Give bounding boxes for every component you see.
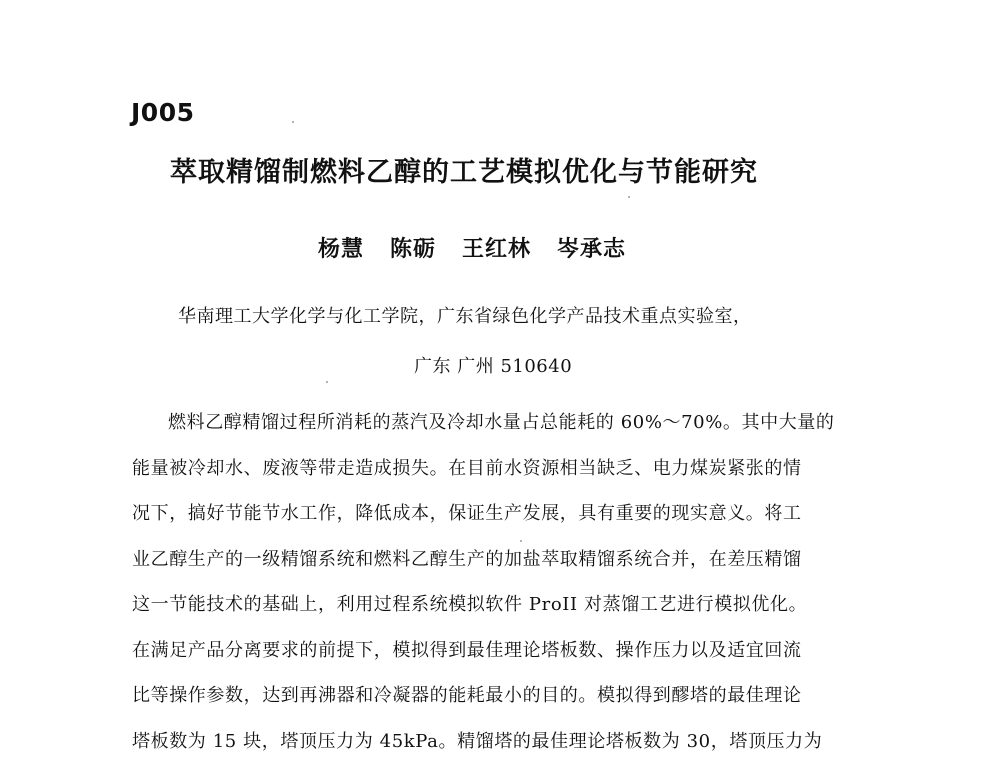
affiliation: 华南理工大学化学与化工学院，广东省绿色化学产品技术重点实验室， bbox=[178, 302, 752, 328]
abstract-line: 能量被冷却水、废液等带走造成损失。在目前水资源相当缺乏、电力煤炭紧张的情 bbox=[132, 451, 862, 497]
scan-artifact bbox=[628, 196, 630, 198]
author-name: 陈砺 bbox=[390, 232, 436, 263]
scan-artifact bbox=[520, 540, 522, 542]
abstract-line: 燃料乙醇精馏过程所消耗的蒸汽及冷却水量占总能耗的 60%～70%。其中大量的 bbox=[132, 405, 862, 451]
scan-artifact bbox=[326, 381, 328, 383]
abstract-line: 比等操作参数，达到再沸器和冷凝器的能耗最小的目的。模拟得到醪塔的最佳理论 bbox=[132, 678, 862, 724]
paper-title: 萃取精馏制燃料乙醇的工艺模拟优化与节能研究 bbox=[170, 150, 830, 189]
abstract-line: 况下，搞好节能节水工作，降低成本，保证生产发展，具有重要的现实意义。将工 bbox=[132, 496, 862, 542]
abstract-line: 这一节能技术的基础上，利用过程系统模拟软件 ProII 对蒸馏工艺进行模拟优化。 bbox=[132, 587, 862, 633]
abstract-body bbox=[132, 405, 862, 769]
abstract-line: 业乙醇生产的一级精馏系统和燃料乙醇生产的加盐萃取精馏系统合并，在差压精馏 bbox=[132, 542, 862, 588]
author-list bbox=[318, 232, 626, 263]
author-name: 王红林 bbox=[462, 232, 531, 263]
paper-code: J005 bbox=[131, 98, 195, 127]
author-name: 杨慧 bbox=[318, 232, 364, 263]
author-name: 岑承志 bbox=[557, 232, 626, 263]
affiliation-location: 广东 广州 510640 bbox=[414, 352, 572, 378]
abstract-line: 在满足产品分离要求的前提下，模拟得到最佳理论塔板数、操作压力以及适宜回流 bbox=[132, 633, 862, 679]
abstract-line: 塔板数为 15 块，塔顶压力为 45kPa。精馏塔的最佳理论塔板数为 30，塔顶压力为 bbox=[132, 724, 862, 769]
scan-artifact bbox=[292, 121, 294, 123]
